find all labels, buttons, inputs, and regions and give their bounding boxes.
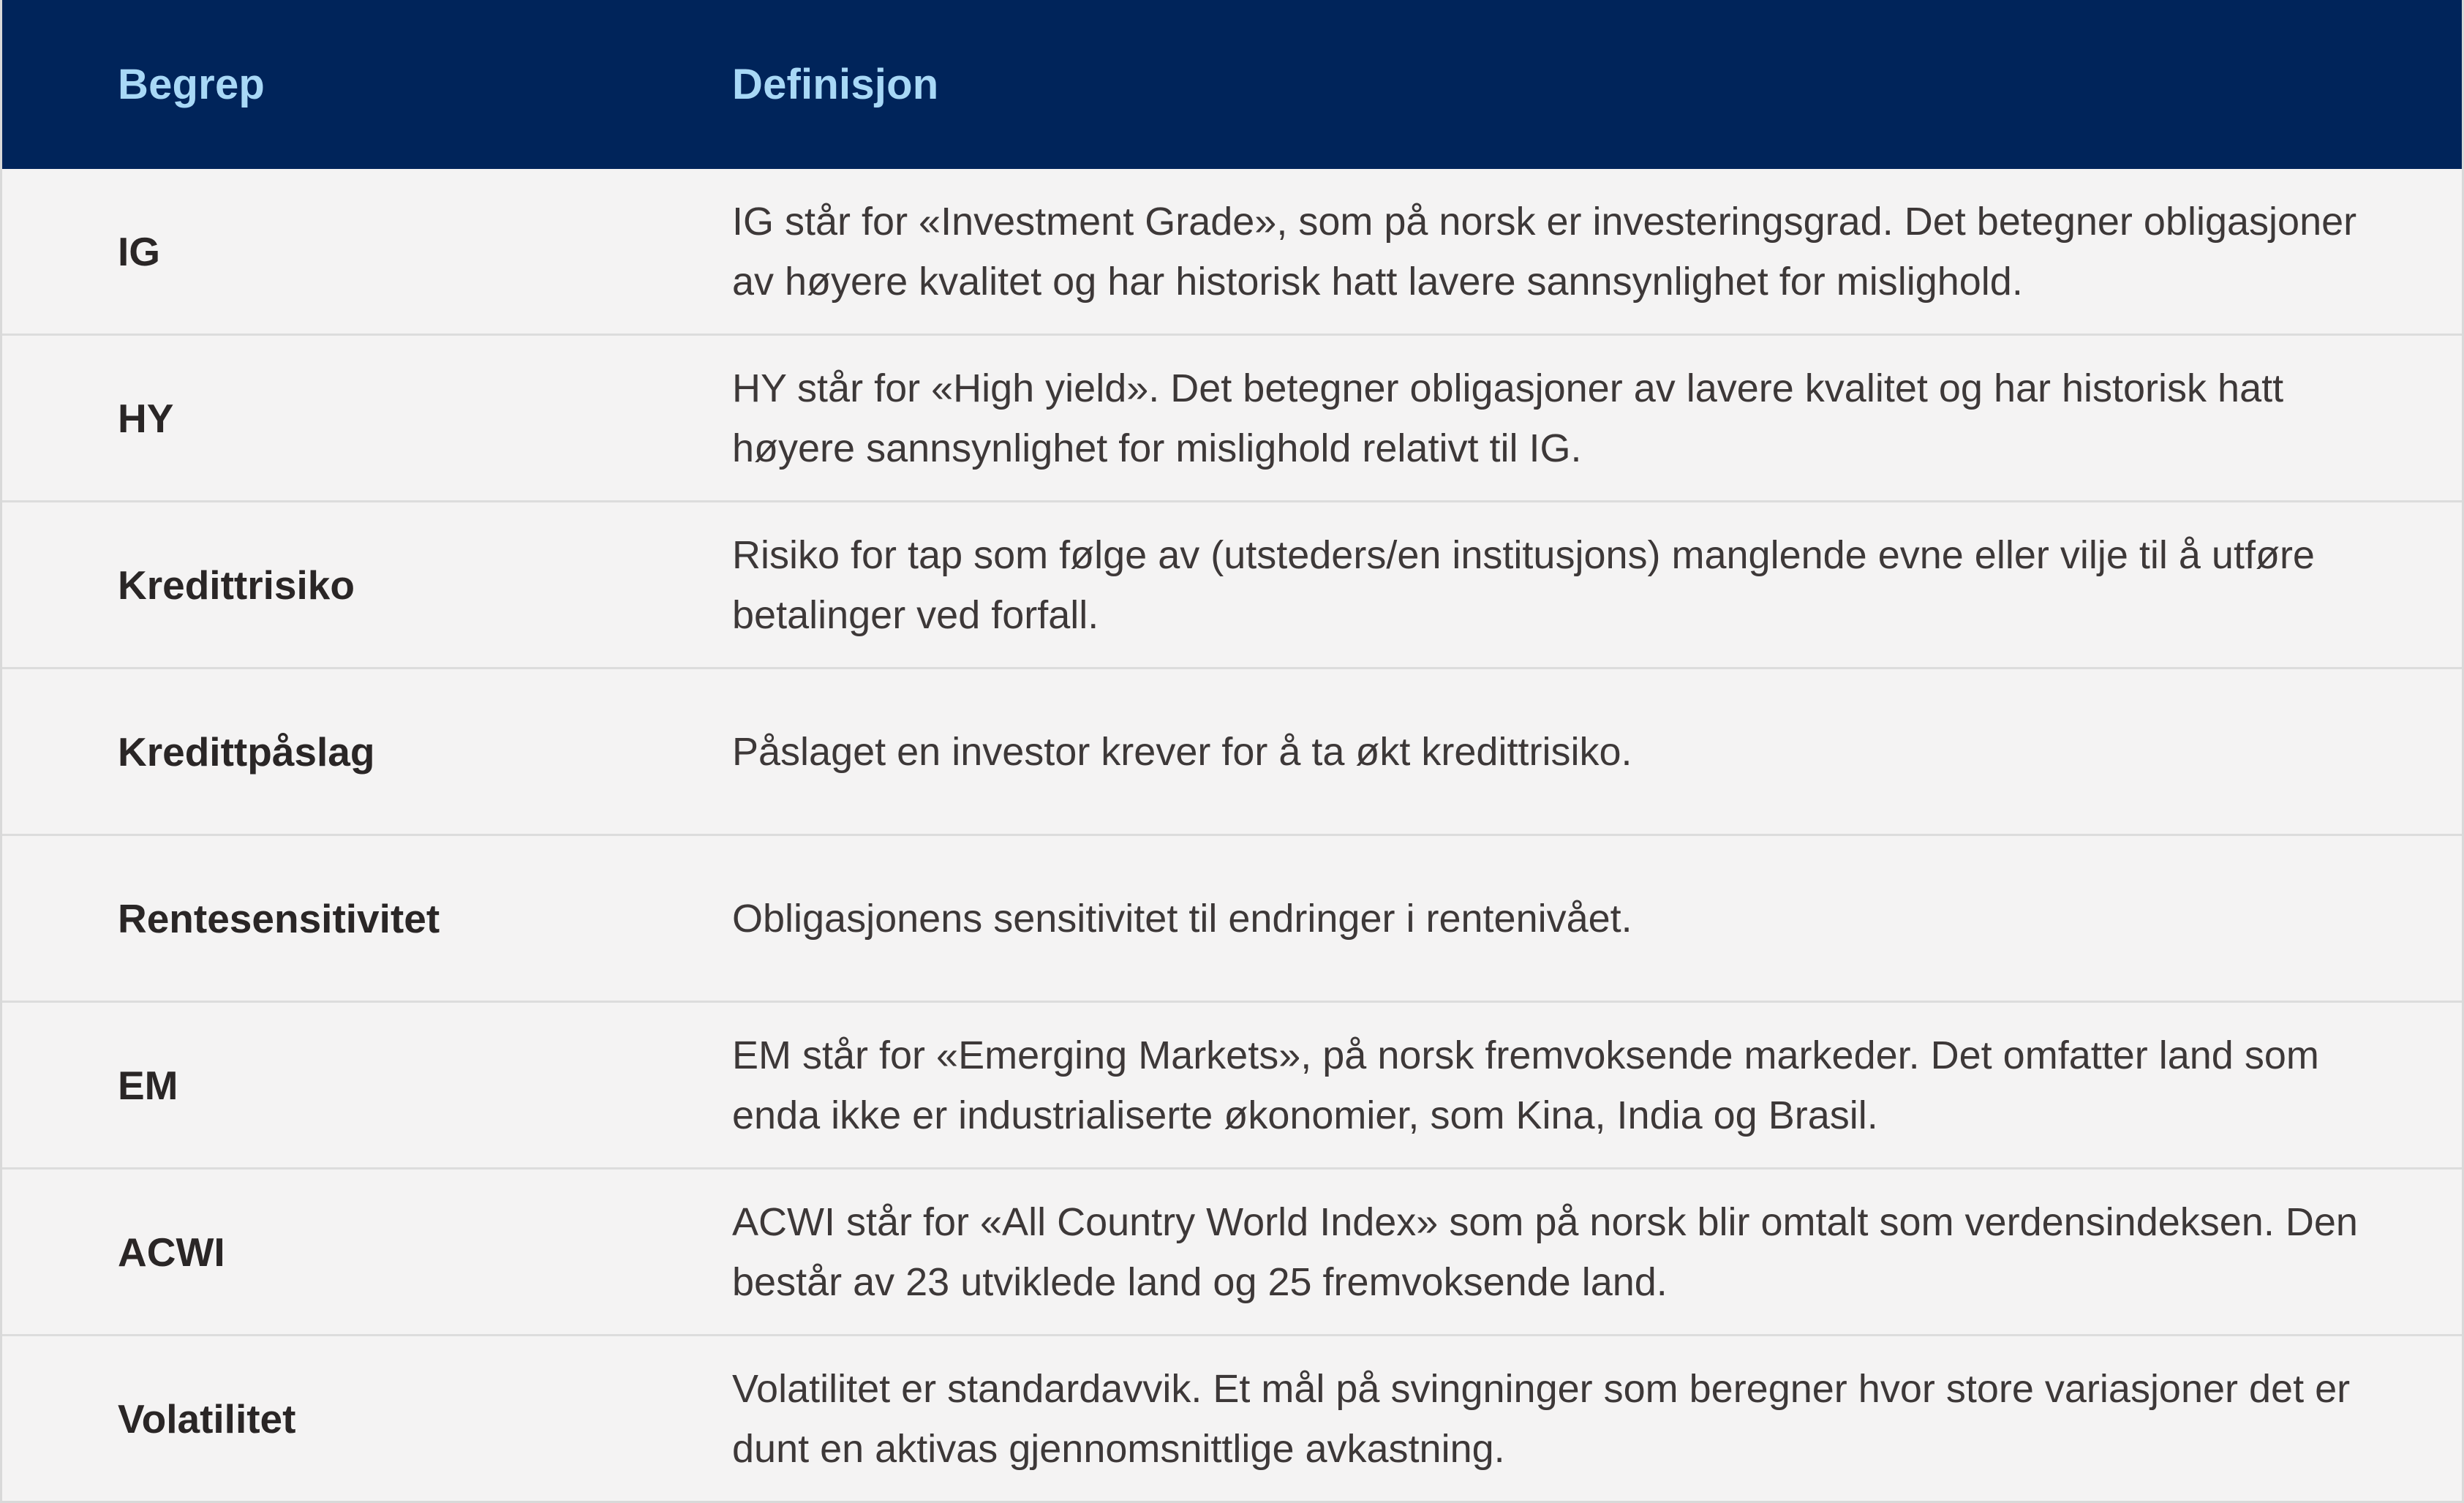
table-row bbox=[2, 836, 2462, 1003]
header-definition: Definisjon bbox=[732, 61, 939, 108]
table-row bbox=[2, 336, 2462, 502]
header-term: Begrep bbox=[118, 61, 265, 108]
table-row bbox=[2, 669, 2462, 836]
table-row bbox=[2, 169, 2462, 336]
table-header bbox=[2, 0, 2462, 169]
definition-cell: Volatilitet er standardavvik. Et mål på svingninger som beregner hvor store variasjoner det er dunt en aktivas gjennomsnittlige avkastning. bbox=[732, 1366, 2351, 1471]
term-cell: Volatilitet bbox=[118, 1395, 296, 1442]
term-cell: HY bbox=[118, 395, 174, 441]
definition-cell: ACWI står for «All Country World Index» som på norsk blir omtalt som verdensindeksen. Den består av 23 utviklede land og 25 fremvoksende land. bbox=[732, 1199, 2358, 1304]
definition-cell: EM står for «Emerging Markets», på norsk fremvoksende markeder. Det omfatter land som enda ikke er industrialiserte økonomier, som Kina, India og Brasil. bbox=[732, 1033, 2319, 1137]
term-cell: Rentesensitivitet bbox=[118, 895, 440, 941]
definition-cell: Obligasjonens sensitivitet til endringer i rentenivået. bbox=[732, 896, 1632, 941]
definition-cell: Påslaget en investor krever for å ta økt kredittrisiko. bbox=[732, 729, 1632, 774]
definition-cell: IG står for «Investment Grade», som på norsk er investeringsgrad. Det betegner obligasjoner av høyere kvalitet og har historisk hatt lavere sannsynlighet for mislighold. bbox=[732, 199, 2357, 304]
definition-cell: Risiko for tap som følge av (utsteders/en institusjons) manglende evne eller vilje til å utføre betalinger ved forfall. bbox=[732, 532, 2315, 637]
term-cell: EM bbox=[118, 1062, 178, 1108]
table-row bbox=[2, 502, 2462, 669]
term-cell: ACWI bbox=[118, 1229, 225, 1275]
table-row bbox=[2, 1336, 2462, 1501]
definition-cell: HY står for «High yield». Det betegner obligasjoner av lavere kvalitet og har historisk hatt høyere sannsynlighet for mislighold relativt til IG. bbox=[732, 366, 2284, 470]
term-cell: IG bbox=[118, 228, 161, 274]
term-cell: Kredittrisiko bbox=[118, 562, 355, 608]
table-row bbox=[2, 1003, 2462, 1169]
table-row bbox=[2, 1169, 2462, 1336]
term-cell: Kredittpåslag bbox=[118, 728, 375, 775]
